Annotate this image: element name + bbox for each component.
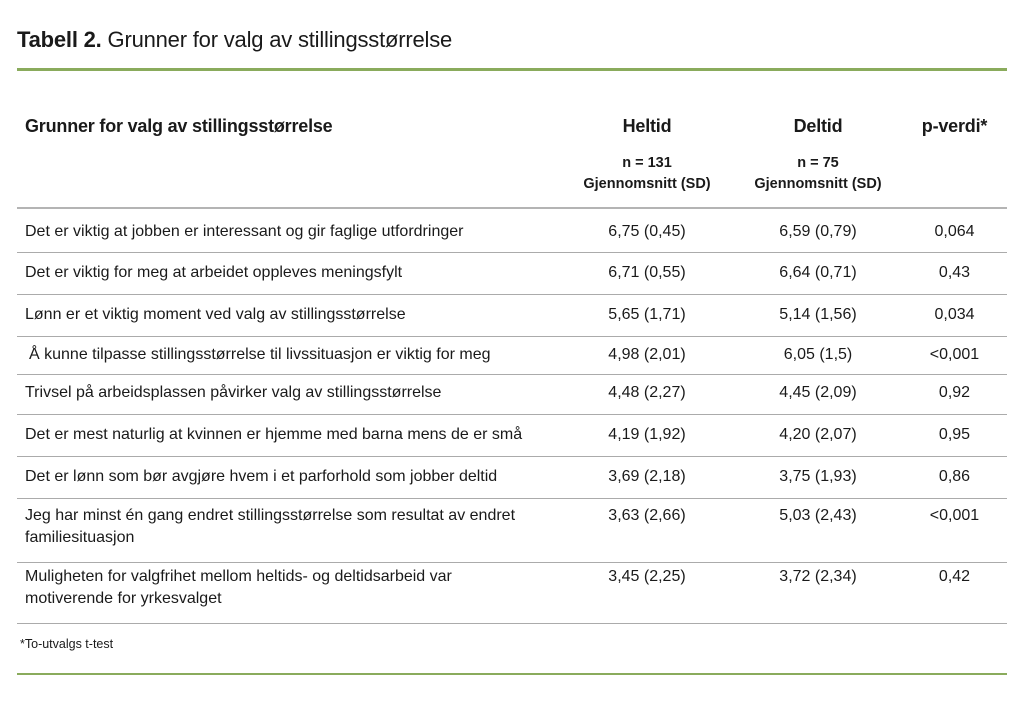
header-heltid-sub xyxy=(567,153,727,195)
header-p-value: p-verdi* xyxy=(921,116,988,136)
table-footnote: *To-utvalgs t-test xyxy=(20,637,114,651)
header-reason: Grunner for valg av stillingsstørrelse xyxy=(25,116,333,136)
row-heltid-value: 3,63 (2,66) xyxy=(608,507,686,524)
table-row xyxy=(17,499,1007,563)
header-deltid-n: n = 75 xyxy=(797,155,839,171)
header-deltid-sub xyxy=(737,153,899,195)
row-p-value: 0,86 xyxy=(938,468,971,485)
row-p-value: 0,034 xyxy=(934,306,975,323)
table-row xyxy=(17,457,1007,499)
row-p-value: 0,43 xyxy=(938,264,971,281)
table-row xyxy=(17,337,1007,375)
row-deltid-value: 3,72 (2,34) xyxy=(779,568,857,585)
table-row xyxy=(17,375,1007,415)
row-p-value: <0,001 xyxy=(929,346,980,363)
row-deltid-value: 6,59 (0,79) xyxy=(779,223,857,240)
row-deltid-value: 4,45 (2,09) xyxy=(779,384,857,401)
row-label: Det er viktig at jobben er interessant og gir faglige utfordringer xyxy=(25,223,464,240)
header-heltid-n: n = 131 xyxy=(622,155,672,171)
row-deltid-value: 6,05 (1,5) xyxy=(783,346,853,363)
row-deltid-value: 5,14 (1,56) xyxy=(779,306,857,323)
row-heltid-value: 4,19 (1,92) xyxy=(608,426,686,443)
row-deltid-value: 3,75 (1,93) xyxy=(779,468,857,485)
table-row xyxy=(17,563,1007,624)
row-deltid-value: 6,64 (0,71) xyxy=(779,264,857,281)
table-caption-label: Tabell 2. xyxy=(17,27,102,52)
row-heltid-value: 3,45 (2,25) xyxy=(608,568,686,585)
header-deltid-stat: Gjennomsnitt (SD) xyxy=(754,176,882,192)
row-deltid-value: 4,20 (2,07) xyxy=(779,426,857,443)
table-caption xyxy=(17,26,452,54)
row-heltid-value: 5,65 (1,71) xyxy=(608,306,686,323)
bottom-accent-rule xyxy=(17,673,1007,675)
row-heltid-value: 4,48 (2,27) xyxy=(608,384,686,401)
header-deltid: Deltid xyxy=(793,116,843,136)
header-heltid: Heltid xyxy=(622,116,672,136)
row-label: Trivsel på arbeidsplassen påvirker valg av stillingsstørrelse xyxy=(25,384,442,401)
row-label: Å kunne tilpasse stillingsstørrelse til livssituasjon er viktig for meg xyxy=(29,346,491,363)
row-p-value: 0,95 xyxy=(938,426,971,443)
table-row xyxy=(17,209,1007,253)
row-heltid-value: 6,71 (0,55) xyxy=(608,264,686,281)
row-p-value: 0,42 xyxy=(938,568,971,585)
row-p-value: 0,064 xyxy=(934,223,975,240)
table-body xyxy=(17,209,1007,624)
table-row xyxy=(17,415,1007,457)
row-p-value: 0,92 xyxy=(938,384,971,401)
row-heltid-value: 4,98 (2,01) xyxy=(608,346,686,363)
row-heltid-value: 6,75 (0,45) xyxy=(608,223,686,240)
row-label: Det er lønn som bør avgjøre hvem i et parforhold som jobber deltid xyxy=(25,468,498,485)
row-deltid-value: 5,03 (2,43) xyxy=(779,507,857,524)
header-heltid-stat: Gjennomsnitt (SD) xyxy=(583,176,711,192)
table-row xyxy=(17,253,1007,295)
row-label: Lønn er et viktig moment ved valg av stillingsstørrelse xyxy=(25,306,406,323)
row-p-value: <0,001 xyxy=(929,507,980,524)
table-header xyxy=(17,70,1007,209)
table-row xyxy=(17,295,1007,337)
row-heltid-value: 3,69 (2,18) xyxy=(608,468,686,485)
row-label: Muligheten for valgfrihet mellom heltids- og deltidsarbeid var motiverende for yrkesvalget xyxy=(25,568,452,607)
table-caption-text: Grunner for valg av stillingsstørrelse xyxy=(107,27,453,52)
row-label: Det er viktig for meg at arbeidet oppleves meningsfylt xyxy=(25,264,403,281)
row-label: Jeg har minst én gang endret stillingsstørrelse som resultat av endret familiesituasjon xyxy=(25,507,516,546)
row-label: Det er mest naturlig at kvinnen er hjemme med barna mens de er små xyxy=(25,426,523,443)
